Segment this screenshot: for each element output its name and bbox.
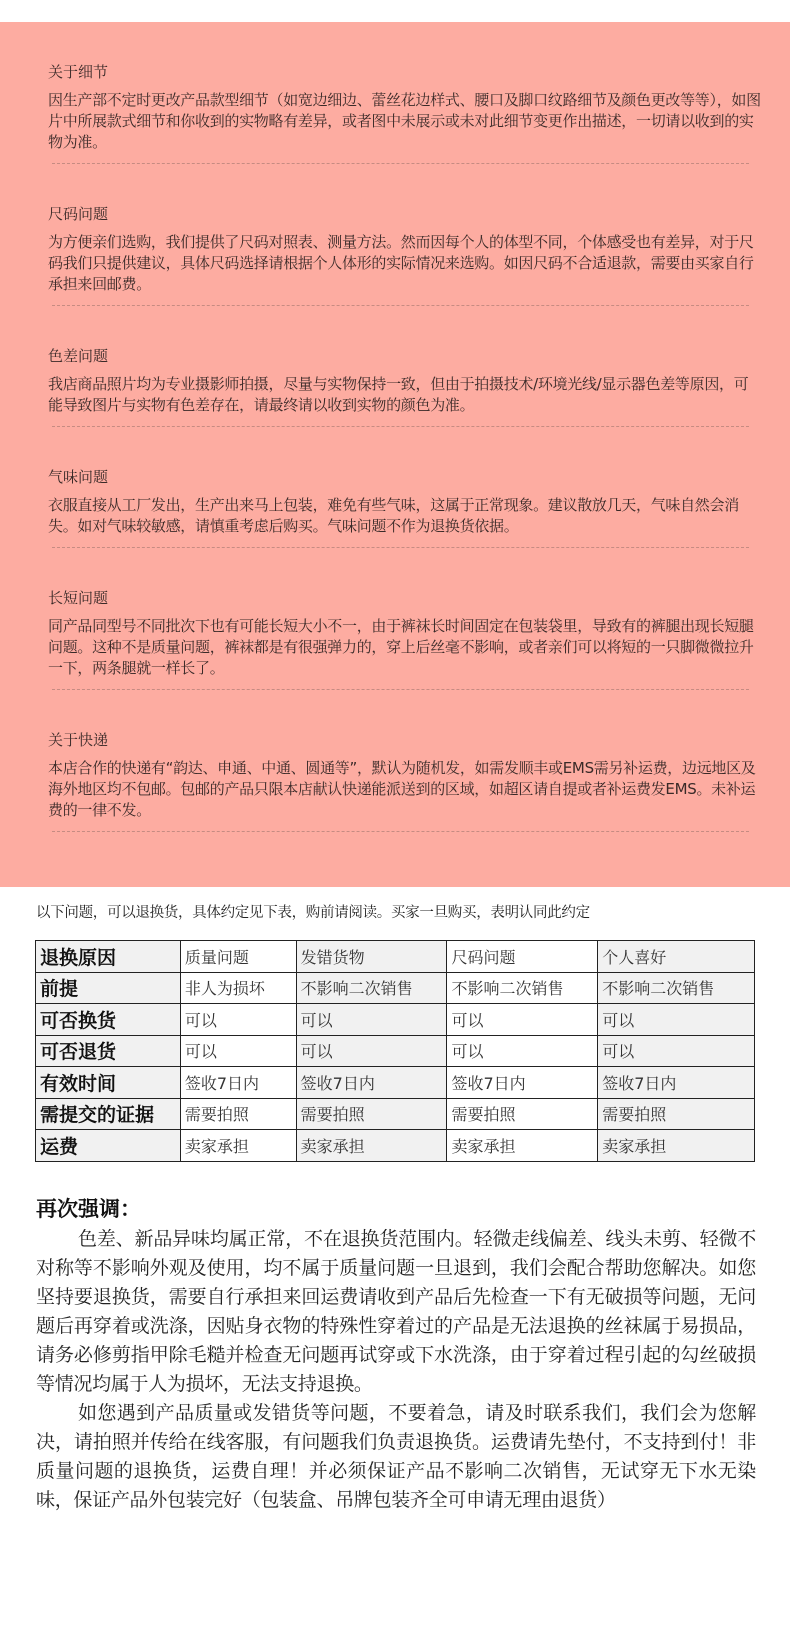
section-body: 因生产部不定时更改产品款型细节（如宽边细边、蕾丝花边样式、腰口及脚口纹路细节及颜色更改等等），如图片中所展款式细节和你收到的实物略有差异，或者图中未展示或未对此细节变更作出描述，一切请以收到的实物为准。 <box>48 91 761 151</box>
dashed-divider <box>52 163 749 164</box>
table-cell: 尺码问题 <box>447 941 598 973</box>
section-title: 气味问题 <box>48 468 109 486</box>
table-row <box>36 1004 755 1036</box>
table-cell: 可以 <box>447 1035 598 1067</box>
row-header: 前提 <box>36 972 181 1004</box>
table-cell: 可以 <box>296 1004 447 1036</box>
table-row <box>36 1035 755 1067</box>
table-row <box>36 1130 755 1162</box>
table-row <box>36 1098 755 1130</box>
section-smell <box>48 467 758 548</box>
table-cell: 需要拍照 <box>296 1098 447 1130</box>
dashed-divider <box>52 305 749 306</box>
emphasis-title: 再次强调： <box>36 1197 141 1221</box>
row-header: 可否退货 <box>36 1035 181 1067</box>
table-cell: 需要拍照 <box>598 1098 755 1130</box>
notice-block <box>0 22 790 887</box>
dashed-divider <box>52 689 749 690</box>
table-cell: 质量问题 <box>180 941 296 973</box>
section-title: 色差问题 <box>48 347 109 365</box>
table-cell: 发错货物 <box>296 941 447 973</box>
section-body: 本店合作的快递有“韵达、申通、中通、圆通等”，默认为随机发，如需发顺丰或EMS需另补运费，边远地区及海外地区均不包邮。包邮的产品只限本店献认快递能派送到的区域，如超区请自提或者补运费发EMS。未补运费的一律不发。 <box>48 759 756 819</box>
table-cell: 签收7日内 <box>180 1067 296 1099</box>
section-body: 衣服直接从工厂发出，生产出来马上包装，难免有些气味，这属于正常现象。建议散放几天，气味自然会消失。如对气味较敏感，请慎重考虑后购买。气味问题不作为退换货依据。 <box>48 496 739 535</box>
return-policy-intro: 以下问题，可以退换货，具体约定见下表，购前请阅读。买家一旦购买，表明认同此约定 <box>36 905 590 921</box>
table-cell: 卖家承担 <box>447 1130 598 1162</box>
section-body: 同产品同型号不同批次下也有可能长短大小不一，由于裤袜长时间固定在包装袋里，导致有的裤腿出现长短腿问题。这种不是质量问题，裤袜都是有很强弹力的，穿上后丝毫不影响，或者亲们可以将短的一只脚微微拉升一下，两条腿就一样长了。 <box>48 617 754 677</box>
section-title: 关于细节 <box>48 63 109 81</box>
row-header: 需提交的证据 <box>36 1098 181 1130</box>
section-color <box>48 346 758 427</box>
table-cell: 签收7日内 <box>447 1067 598 1099</box>
table-cell: 需要拍照 <box>447 1098 598 1130</box>
table-cell: 可以 <box>180 1035 296 1067</box>
table-cell: 可以 <box>447 1004 598 1036</box>
dashed-divider <box>52 831 749 832</box>
section-size <box>48 204 758 306</box>
table-cell: 不影响二次销售 <box>447 972 598 1004</box>
table-row <box>36 941 755 973</box>
emphasis-paragraph: 色差、新品异味均属正常，不在退换货范围内。轻微走线偏差、线头未剪、轻微不对称等不影响外观及使用，均不属于质量问题一旦退到，我们会配合帮助您解决。如您坚持要退换货，需要自行承担来回运费请收到产品后先检查一下有无破损等问题，无问题后再穿着或洗涤，因贴身衣物的特殊性穿着过的产品是无法退换的丝袜属于易损品，请务必修剪指甲除毛糙并检查无问题再试穿或下水洗涤，由于穿着过程引起的勾丝破损等情况均属于人为损坏，无法支持退换。 <box>36 1228 756 1395</box>
row-header: 退换原因 <box>36 941 181 973</box>
table-cell: 签收7日内 <box>598 1067 755 1099</box>
table-cell: 非人为损坏 <box>180 972 296 1004</box>
table-row <box>36 1067 755 1099</box>
dashed-divider <box>52 426 749 427</box>
dashed-divider <box>52 547 749 548</box>
return-policy-table <box>35 940 755 1162</box>
row-header: 运费 <box>36 1130 181 1162</box>
section-details <box>48 62 761 164</box>
section-title: 尺码问题 <box>48 205 109 223</box>
section-title: 长短问题 <box>48 589 109 607</box>
table-row <box>36 972 755 1004</box>
row-header: 可否换货 <box>36 1004 181 1036</box>
table-cell: 卖家承担 <box>180 1130 296 1162</box>
table-cell: 卖家承担 <box>598 1130 755 1162</box>
table-cell: 卖家承担 <box>296 1130 447 1162</box>
table-cell: 可以 <box>598 1035 755 1067</box>
table-cell: 签收7日内 <box>296 1067 447 1099</box>
section-shipping <box>48 730 758 832</box>
table-cell: 不影响二次销售 <box>296 972 447 1004</box>
table-cell: 不影响二次销售 <box>598 972 755 1004</box>
table-cell: 可以 <box>296 1035 447 1067</box>
section-body: 为方便亲们选购，我们提供了尺码对照表、测量方法。然而因每个人的体型不同，个体感受也有差异，对于尺码我们只提供建议，具体尺码选择请根据个人体形的实际情况来选购。如因尺码不合适退款，需要由买家自行承担来回邮费。 <box>48 233 754 293</box>
section-length <box>48 588 758 690</box>
table-cell: 需要拍照 <box>180 1098 296 1130</box>
section-body: 我店商品照片均为专业摄影师拍摄，尽量与实物保持一致，但由于拍摄技术/环境光线/显示器色差等原因，可能导致图片与实物有色差存在，请最终请以收到实物的颜色为准。 <box>48 375 749 414</box>
table-cell: 可以 <box>598 1004 755 1036</box>
emphasis-block <box>36 1195 756 1515</box>
table-cell: 可以 <box>180 1004 296 1036</box>
section-title: 关于快递 <box>48 731 109 749</box>
emphasis-paragraph: 如您遇到产品质量或发错货等问题，不要着急，请及时联系我们，我们会为您解决，请拍照并传给在线客服，有问题我们负责退换货。运费请先垫付，不支持到付！非质量问题的退换货，运费自理！并必须保证产品不影响二次销售，无试穿无下水无染味，保证产品外包装完好（包装盒、吊牌包装齐全可申请无理由退货） <box>36 1402 756 1511</box>
table-cell: 个人喜好 <box>598 941 755 973</box>
row-header: 有效时间 <box>36 1067 181 1099</box>
